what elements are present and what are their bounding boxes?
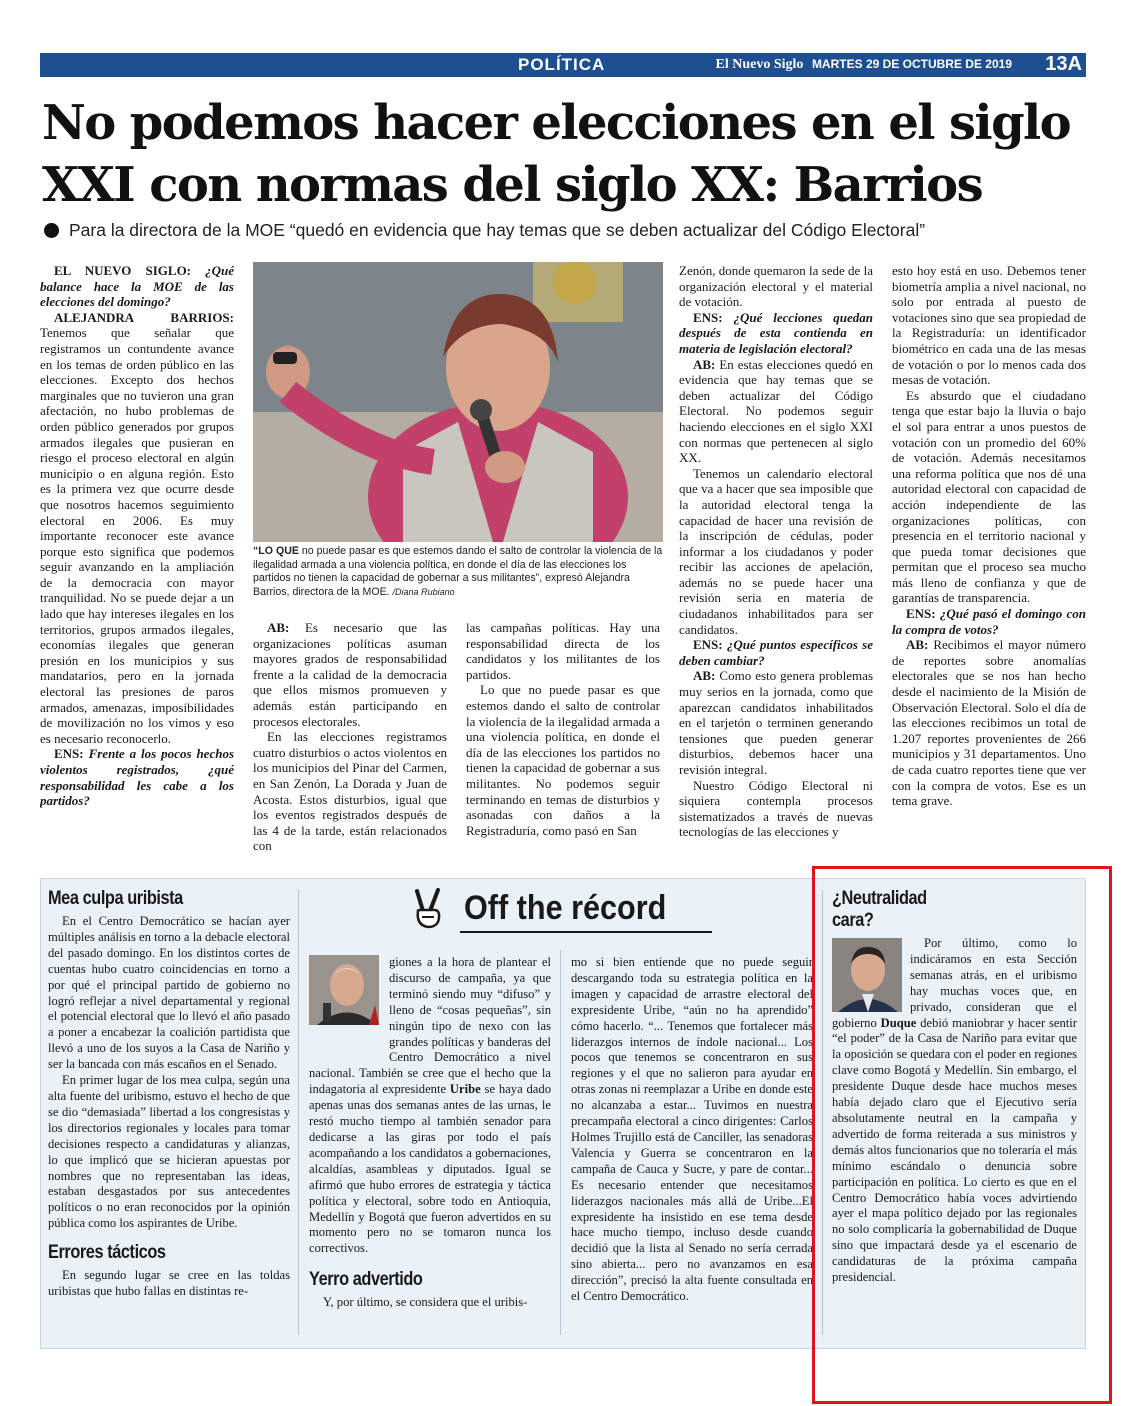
speaker-label: AB: — [267, 620, 290, 635]
page-number: 13A — [1045, 53, 1082, 75]
paragraph-text: ¿Qué pasó el domingo con la compra de votos? — [892, 606, 1086, 637]
article-column-1 — [40, 263, 234, 857]
article-paragraph — [679, 668, 873, 777]
paragraph: Y, por último, se considera que el uribis- — [323, 1295, 528, 1310]
section-header-bar — [40, 53, 1086, 77]
photo-alejandra-barrios — [253, 262, 663, 542]
article-paragraph — [892, 388, 1086, 606]
paragraph-text: Es absurdo que el ciudadano tenga que estar bajo la lluvia o bajo el sol para entrar a unos puestos de votación con un promedio del 60% de votación. Además necesitamos una reforma política que nos dé una autoridad electoral con capacidad de acción independiente de las organizaciones políticas, con presencia en el territorio nacional y que pueda tomar decisiones que permitan que el proceso sea mucho más lleno de confianza y que de garantías de transparencia. — [892, 387, 1086, 606]
text-span: se haya dado apenas unas dos semanas antes de las urnas, le restó mucho tiempo al también senador para dedicarse a las giras por todo el país acompañando a los candidatos a gobernaciones, alcaldías, asambleas y diputados. Igual se afirmó que hubo errores de estrategia y táctica política y electoral, sobre todo en Antioquia, Medellín y Bogotá que fueron advertidos en su momento pero no se tomaron nunca los correctivos. — [309, 1082, 551, 1256]
caption-text: no puede pasar es que estemos dando el salto de controlar la violencia de la ilegalidad armada a una violencia política, en donde el día de las elecciones los partidos no tienen la capacidad de gobernar a sus militantes”, expresó Alejandra Barrios, directora de la MOE. — [253, 545, 663, 598]
heading-neutralidad-cara: ¿Neutralidad cara? — [832, 888, 927, 931]
off-the-record-title — [408, 885, 708, 935]
column-divider — [298, 890, 299, 1335]
article-paragraph — [466, 682, 660, 838]
paragraph-text: Como esto genera problemas muy serios en la jornada, como que aparezcan candidatos inhabilitados en el tarjetón o terminen generando tensiones que pueden generar disturbios, debemos hacer una revisión integral. — [679, 668, 873, 777]
subheadline — [44, 220, 1104, 241]
article-column-3 — [466, 620, 660, 857]
speaker-label: ENS: — [906, 606, 936, 622]
caption-lead: “LO QUE — [253, 545, 299, 557]
bullet-icon — [44, 223, 59, 238]
newspaper-name — [716, 57, 1012, 73]
paragraph-text: En las elecciones registramos cuatro disturbios o actos violentos en los municipios del Pinar del Carmen, en San Zenón, La Dorada y Juan de Acosta. Estos disturbios, igual que los eventos registrados después de las 4 de la tarde, están relacionados con — [253, 729, 447, 854]
issue-date: MARTES 29 DE OCTUBRE DE 2019 — [811, 57, 1012, 71]
article-paragraph — [466, 620, 660, 682]
article-paragraph — [40, 310, 234, 747]
photo-caption — [253, 545, 665, 599]
speaker-label: AB: — [693, 668, 716, 684]
article-paragraph — [253, 620, 447, 729]
heading-yerro-advertido: Yerro advertido — [309, 1269, 423, 1291]
paragraph: En primer lugar de los mea culpa, según una alta fuente del uribismo, estuvo el hecho de que se dio “demasiada” libertad a los congresistas y los directorios regionales y locales para tomar decisiones respecto a candidaturas y alianzas, lo que implicó que se hicieran apuestas por nombres que no representaban las ideas, estaban desgastados por sus antecedentes políticos o no eran reconocidos por la opinión pública como los aspirantes de Uribe. — [48, 1073, 290, 1231]
speaker-label: ENS: — [693, 309, 723, 325]
section-name: POLÍTICA — [518, 55, 606, 74]
paragraph-text: Zenón, donde quemaron la sede de la organización electoral y el material de votación. — [679, 263, 873, 310]
article-paragraph — [892, 637, 1086, 809]
subheadline-text: Para la directora de la MOE “quedó en evidencia que hay temas que se deben actualizar del Código Electoral” — [69, 220, 926, 240]
title-underline — [460, 931, 712, 933]
otr-column-2 — [309, 955, 551, 1345]
image-float-spacer — [309, 955, 389, 1051]
paragraph-text: Tenemos que señalar que registramos un contundente avance en los temas de orden público en las elecciones. Excepto dos hechos marginales que no tuvieron una gran afectación, no hubo problemas de orden público generados por grupos armados ilegales que pusieran en riesgo el proceso electoral en algún municipio o en alguna región. Esto es la primera vez que ocurre desde que nosotros hacemos seguimiento electoral en 2006. Es muy importante reconocer este avance porque esto significa que podemos seguir avanzando en la ampliación de la democracia con mayor tranquilidad. No se puede dejar a un lado que hay intereses ilegales en los territorios, grupos armados ilegales, economías ilegales que generan presión en los municipios y sus mandatarios, pero en la jornada electoral las presiones de paros armados, amenazas, imposibilidades de movilización no los vimos y eso es necesario reconocerlo. — [40, 325, 234, 746]
article-column-5 — [892, 263, 1086, 857]
paragraph-text: esto hoy está en uso. Debemos tener biometría amplia a nivel nacional, no solo por entrada al puesto de votaciones sino que sea propiedad de la Registraduría: un identificador biométrico en cada una de las mesas de votación o por lo menos cada dos mesas de votación. — [892, 263, 1086, 388]
otr-column-1 — [48, 888, 290, 1343]
article-paragraph — [679, 778, 873, 840]
bold-name-duque: Duque — [880, 1015, 917, 1030]
text-span: Por último, como lo indicáramos en esta Sección semanas atrás, en el uribismo hay muchas voces que, en privado, consideran que el gobierno — [832, 936, 1077, 1030]
article-paragraph — [892, 263, 1086, 388]
paragraph-text: Frente a los pocos hechos violentos registrados, ¿qué responsabilidad les cabe a los partidos? — [40, 746, 234, 809]
heading-mea-culpa: Mea culpa uribista — [48, 888, 183, 909]
article-paragraph — [40, 746, 234, 808]
paragraph-text: ¿Qué balance hace la MOE de las elecciones del domingo? — [40, 263, 234, 310]
paragraph-text: Lo que no puede pasar es que estemos dando el salto de controlar la violencia de la ilegalidad armada a una violencia política, en donde el día de las elecciones los partidos no tienen la capacidad de gobernar a sus militantes. No podemos seguir terminando en temas de disturbios y asonadas con daños a la Registraduría, como pasó en San — [466, 682, 660, 838]
headline: No podemos hacer elecciones en el siglo XXI con normas del siglo XX: Barrios — [42, 95, 1071, 213]
article-paragraph — [679, 466, 873, 638]
highlight-rectangle — [812, 866, 1112, 1404]
speaker-label: ENS: — [693, 637, 723, 653]
speaker-label: ALEJANDRA BARRIOS: — [54, 309, 234, 325]
article-paragraph — [679, 263, 873, 310]
text-span: debió maniobrar y hacer sentir “el poder” de la Casa de Nariño para evitar que la oposición se quedara con el poder en regiones clave como Bogotá y Medellín. Sin embargo, el presidente Duque desde hace muchos meses había dejado claro que el Ejecutivo sería absolutamente neutral en la campaña y advertido de forma reiterada a sus ministros y demás altos funcionarios que no toleraría el más mínimo escándalo o denuncia sobre participación en política. Lo cierto es que en el Centro Democrático había voces advirtiendo ayer el mapa político dejado por las regionales no solo complicaría la gobernabilidad de Duque sino que impactará desde ya el escenario de candidaturas de la próxima campaña presidencial. — [832, 1015, 1077, 1285]
paragraph-text: ¿Qué puntos específicos se deben cambiar? — [679, 637, 873, 668]
paragraph-text: Tenemos un calendario electoral que va a hacer que sea imposible que la autoridad electoral tenga la capacidad de hacer una revisión de la inscripción de cédulas, poder informar a los ciudadanos y poder recibir las acciones de apelación, además no se puede hacer una revisión seria en materia de ciudadanos inhabilitados para ser candidatos. — [679, 465, 873, 637]
article-paragraph — [679, 357, 873, 466]
speaker-label: AB: — [693, 356, 716, 372]
paragraph-text: En estas elecciones quedó en evidencia que hay temas que se deben actualizar del Código Electoral. No podemos seguir haciendo elecciones en el siglo XXI con normas que pertenecen al siglo XX. — [679, 356, 873, 466]
article-paragraph — [679, 637, 873, 668]
paragraph-text: Nuestro Código Electoral ni siquiera contempla procesos sistematizados a través de nuevas tecnologías de las elecciones y — [679, 777, 873, 840]
article-paragraph — [892, 606, 1086, 637]
text-span: giones a la hora de plantear el discurso de campaña, ya que terminó siendo muy “difuso” y lleno de “cosas pequeñas”, sin ningún tipo de nexo con las grandes políticas y banderas del Centro Democrático a nivel nacional. También se cree que el hecho que la indagatoria al expresidente — [309, 955, 551, 1097]
paragraph: En segundo lugar se cree en las toldas uribistas que hubo fallas en distintas re- — [48, 1268, 290, 1299]
paragraph-text: Es necesario que las organizaciones políticas asuman mayores grados de responsabilidad frente a la calidad de la democracia que ellos mismos promueven y además están participando en procesos electorales. — [253, 620, 447, 729]
paragraph-text: Recibimos el mayor número de reportes sobre anomalías electorales que se nos han hecho desde el nacimiento de la Misión de Observación Electoral. Solo el día de las elecciones recibimos un total de 1.207 reportes provenientes de 266 municipios y 31 departamentos. Uno de cada cuatro reportes tiene que ver con la compra de votos. Ese es un tema grave. — [892, 637, 1086, 809]
otr-column-3 — [571, 955, 813, 1345]
paragraph: En el Centro Democrático se hacían ayer múltiples análisis en torno a la debacle electoral del pasado domingo. En los distintos cortes de cuentas hubo cuatro coincidencias en torno a por qué el principal partido de gobierno no logró reflejar a nivel departamental y regional el potencial electoral que lo llevó el año pasado a poner a encabezar la coalición partidista que llevó a uno de los suyos a la Casa de Nariño y ser la bancada con más escaños en el Senado. — [48, 914, 290, 1072]
article-paragraph — [253, 729, 447, 854]
paragraph-text: las campañas políticas. Hay una responsabilidad directa de los candidatos y los militantes de los partidos. — [466, 620, 660, 682]
paragraph-text: ¿Qué lecciones quedan después de esta contienda en materia de legislación electoral? — [679, 309, 873, 356]
bold-name-uribe: Uribe — [449, 1082, 481, 1097]
article-column-2 — [253, 620, 447, 857]
article-paragraph — [40, 263, 234, 310]
speaker-label: EL NUEVO SIGLO: — [54, 263, 192, 278]
heading-errores-tacticos: Errores tácticos — [48, 1242, 166, 1264]
column-divider — [560, 950, 561, 1335]
newspaper-logo: El Nuevo Siglo — [715, 57, 804, 72]
speaker-illustration — [253, 262, 663, 542]
photo-credit: /Diana Rubiano — [392, 586, 455, 597]
paragraph: mo si bien entiende que no puede seguir descargando toda su estrategia política en la imagen y capacidad de arrastre electoral del expresidente Uribe, “aún no ha aprendido” cómo hacerlo. “... Tenemos que fortalecer más liderazgos internos de índole nacional... Los pocos que tenemos se concentraron en sus regiones y el que no salieron para ayudar en otras zonas ni reemplazar a Uribe en donde este no alcanzaba a estar... Tuvimos en nuestra precampaña electoral a cinco dirigentes: Carlos Holmes Trujillo está de Canciller, las senadoras Valencia y Guerra se concentraron en la campaña de Cauca y Sucre, y pare de contar... Es necesario entender que necesitamos liderazgos nacionales más allá de Uribe...El expresidente ha insistido en ese tema desde hace mucho tiempo, incluso desde cuando decidió que la lista al Senado no sería cerrada sino abierta... pero no avanzamos en esa dirección”, precisó la alta fuente consultada en el Centro Democrático. — [571, 955, 813, 1304]
article-paragraph — [679, 310, 873, 357]
article-column-4 — [679, 263, 873, 857]
speaker-label: AB: — [906, 637, 929, 653]
off-the-record-heading: Off the récord — [464, 889, 667, 927]
victory-hand-icon — [408, 887, 448, 931]
speaker-label: ENS: — [54, 746, 84, 762]
